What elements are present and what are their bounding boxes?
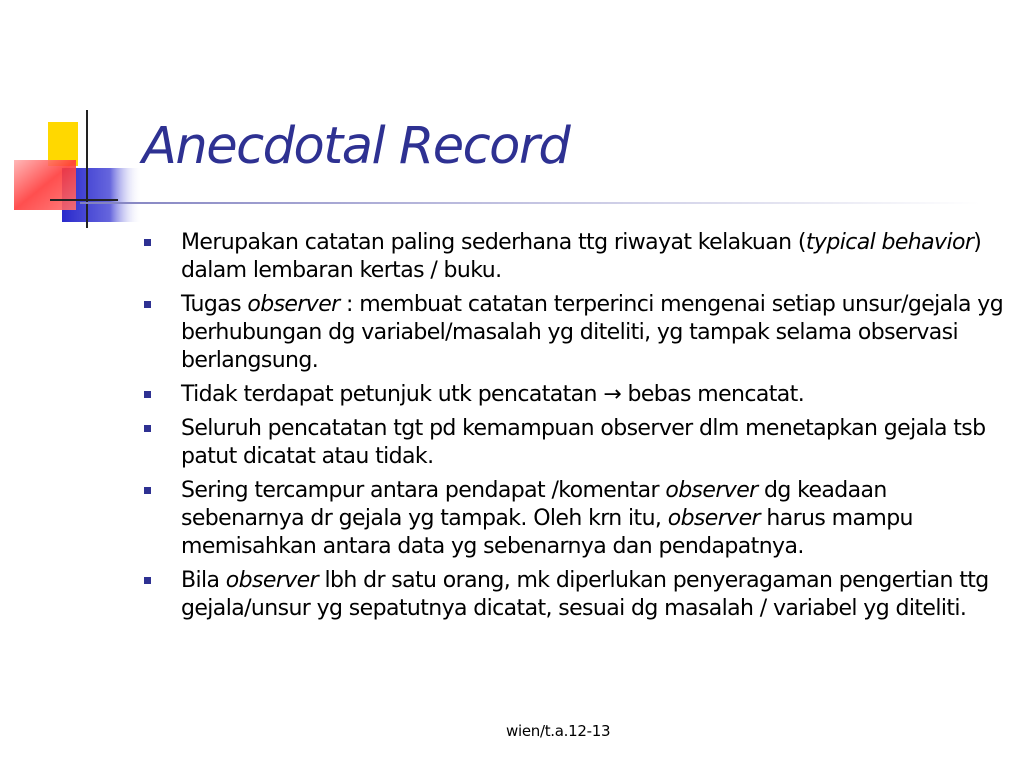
bullet-text: lbh dr satu orang, mk diperlukan penyeragaman pengertian ttg gejala/unsur yg sepatutnya dicatat, sesuai dg masalah / variabel yg diteliti. [181,568,989,621]
bullet-text: ) dalam lembaran kertas / buku. [181,230,982,283]
bullet-item [144,381,1004,409]
bullet-italic-text: observer [665,478,758,503]
title-underline [80,202,980,204]
bullet-italic-text: observer [667,506,760,531]
bullet-square-icon [144,239,151,246]
bullet-text: Bila [181,568,226,593]
slide-footer: wien/t.a.12-13 [506,722,611,740]
bullet-text: : membuat catatan terperinci mengenai setiap unsur/gejala yg berhubungan dg variabel/masalah yg diteliti, yg tampak selama observasi berlangsung. [181,292,1004,373]
deco-yellow-square [48,122,78,166]
slide-title: Anecdotal Record [142,117,570,176]
bullet-text: Merupakan catatan paling sederhana ttg riwayat kelakuan ( [181,230,806,255]
bullet-square-icon [144,425,151,432]
bullet-text: Sering tercampur antara pendapat /komentar [181,478,666,503]
bullet-square-icon [144,301,151,308]
bullet-item [144,291,1004,375]
bullet-item [144,567,1004,623]
bullet-text: Tidak terdapat petunjuk utk pencatatan → bebas mencatat. [181,382,805,407]
bullet-square-icon [144,487,151,494]
bullet-text: Tugas [181,292,248,317]
bullet-square-icon [144,391,151,398]
deco-red-square [14,160,76,210]
decorative-corner-graphic [0,0,150,240]
bullet-italic-text: typical behavior [805,230,974,255]
bullet-italic-text: observer [247,292,340,317]
bullet-list [144,229,1004,629]
bullet-text: dg keadaan sebenarnya dr gejala yg tampak. Oleh krn itu, [181,478,887,531]
bullet-item [144,415,1004,471]
bullet-item [144,229,1004,285]
bullet-item [144,477,1004,561]
bullet-square-icon [144,577,151,584]
bullet-text: Seluruh pencatatan tgt pd kemampuan observer dlm menetapkan gejala tsb patut dicatat atau tidak. [181,416,986,469]
bullet-text: harus mampu memisahkan antara data yg sebenarnya dan pendapatnya. [181,506,913,559]
bullet-italic-text: observer [225,568,319,593]
